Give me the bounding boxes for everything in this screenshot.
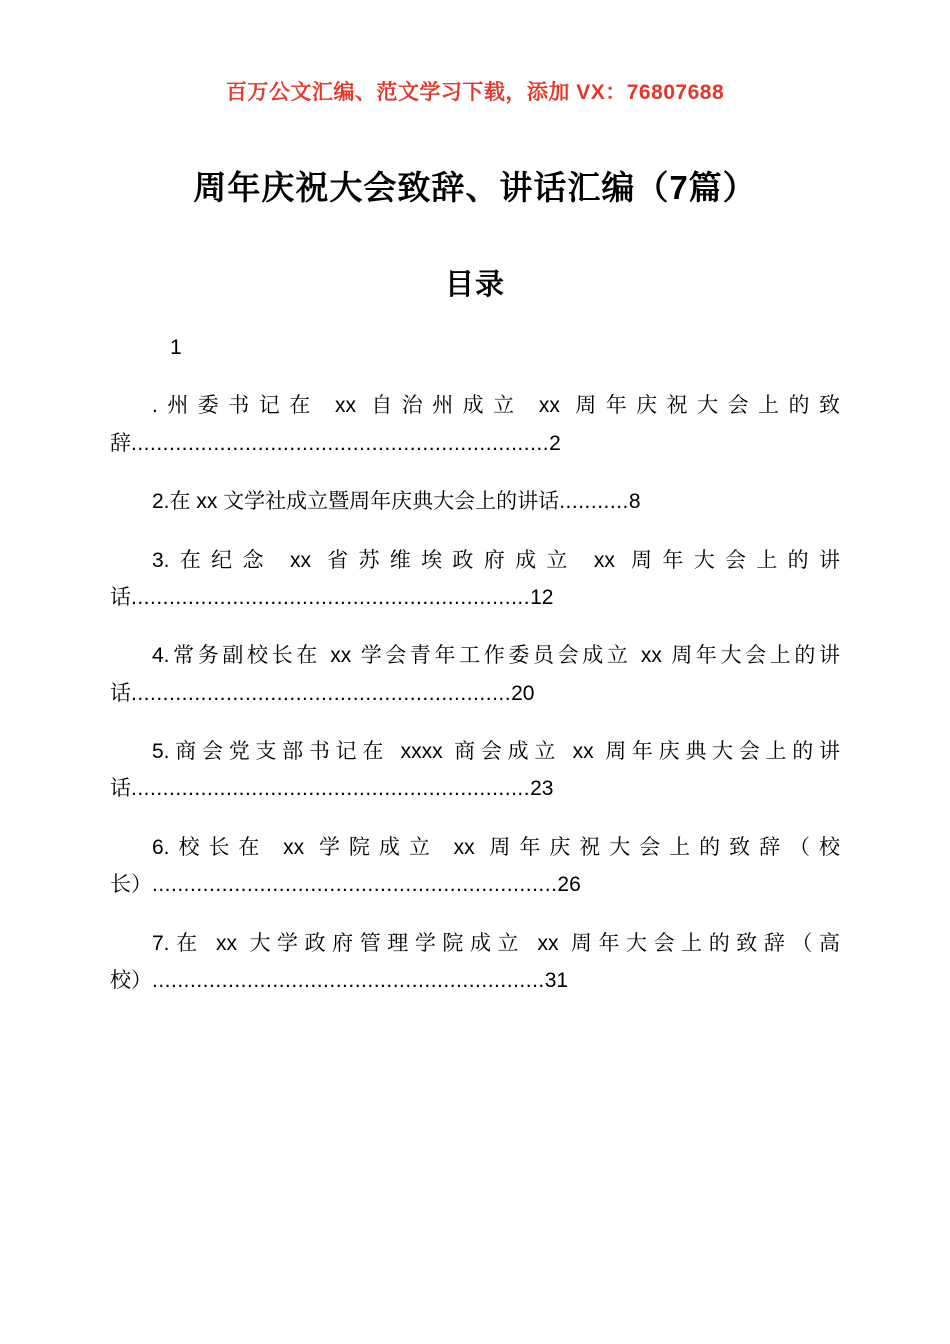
toc-entry-number: 6. xyxy=(152,835,170,859)
toc-entry-number: . xyxy=(152,394,158,418)
toc-entry-title: 州委书记在 xx 自治州成立 xx 周年庆祝大会上的致辞 xyxy=(110,394,840,455)
toc-leader-dots: ........... xyxy=(559,490,629,514)
toc-leader-dots: ............................................................ xyxy=(131,681,512,705)
toc-heading: 目录 xyxy=(444,269,505,302)
toc-leader-dots: .............................................................. xyxy=(152,968,545,992)
toc-entry[interactable] xyxy=(110,637,840,712)
toc-page-number: 23 xyxy=(530,777,554,801)
toc-page-number: 8 xyxy=(628,490,641,514)
toc-entry-title: 校长在 xx 学院成立 xx 周年庆祝大会上的致辞（校长） xyxy=(110,835,840,897)
toc-entry[interactable] xyxy=(110,387,840,462)
toc-leader-dots: ............................................................... xyxy=(131,777,531,801)
toc-page-number: 12 xyxy=(530,585,554,609)
toc-entry-number: 2. xyxy=(152,490,170,514)
toc-entry[interactable] xyxy=(110,542,840,617)
toc-leader-dots: ................................................................ xyxy=(152,873,558,897)
toc-page-number: 31 xyxy=(544,968,569,992)
toc-entry-title: 商会党支部书记在 xxxx 商会成立 xx 周年庆典大会上的讲话 xyxy=(110,740,840,801)
toc-entry-number-1: 1 xyxy=(170,336,182,360)
toc-page-number: 2 xyxy=(549,431,561,455)
toc-page-number: 20 xyxy=(511,681,535,705)
toc-entry-title: 在 xx 大学政府管理学院成立 xx 周年大会上的致辞（高校） xyxy=(110,931,840,992)
toc-entry-number: 4. xyxy=(152,644,170,668)
toc-leader-dots: .................................................................. xyxy=(131,431,550,455)
toc-entry[interactable] xyxy=(110,733,840,808)
toc-entry-title: 常务副校长在 xx 学会青年工作委员会成立 xx 周年大会上的讲话 xyxy=(110,644,840,705)
promo-banner: 百万公文汇编、范文学习下载，添加 VX：76807688 xyxy=(225,81,725,104)
table-of-contents xyxy=(110,329,840,999)
toc-entry-title: 在纪念 xx 省苏维埃政府成立 xx 周年大会上的讲话 xyxy=(110,548,840,609)
toc-entry-title: 在 xx 文学社成立暨周年庆典大会上的讲话 xyxy=(169,490,560,514)
page-title: 周年庆祝大会致辞、讲话汇编（7篇） xyxy=(193,169,757,207)
toc-entry-number: 5. xyxy=(152,740,170,764)
toc-entry[interactable] xyxy=(110,925,840,1000)
toc-page-number: 26 xyxy=(557,873,581,897)
toc-leader-dots: ............................................................... xyxy=(131,585,531,609)
toc-entry-number: 3. xyxy=(152,548,170,572)
toc-entry[interactable] xyxy=(110,483,840,520)
toc-entry[interactable] xyxy=(110,829,840,904)
toc-entry-number: 7. xyxy=(152,931,170,955)
